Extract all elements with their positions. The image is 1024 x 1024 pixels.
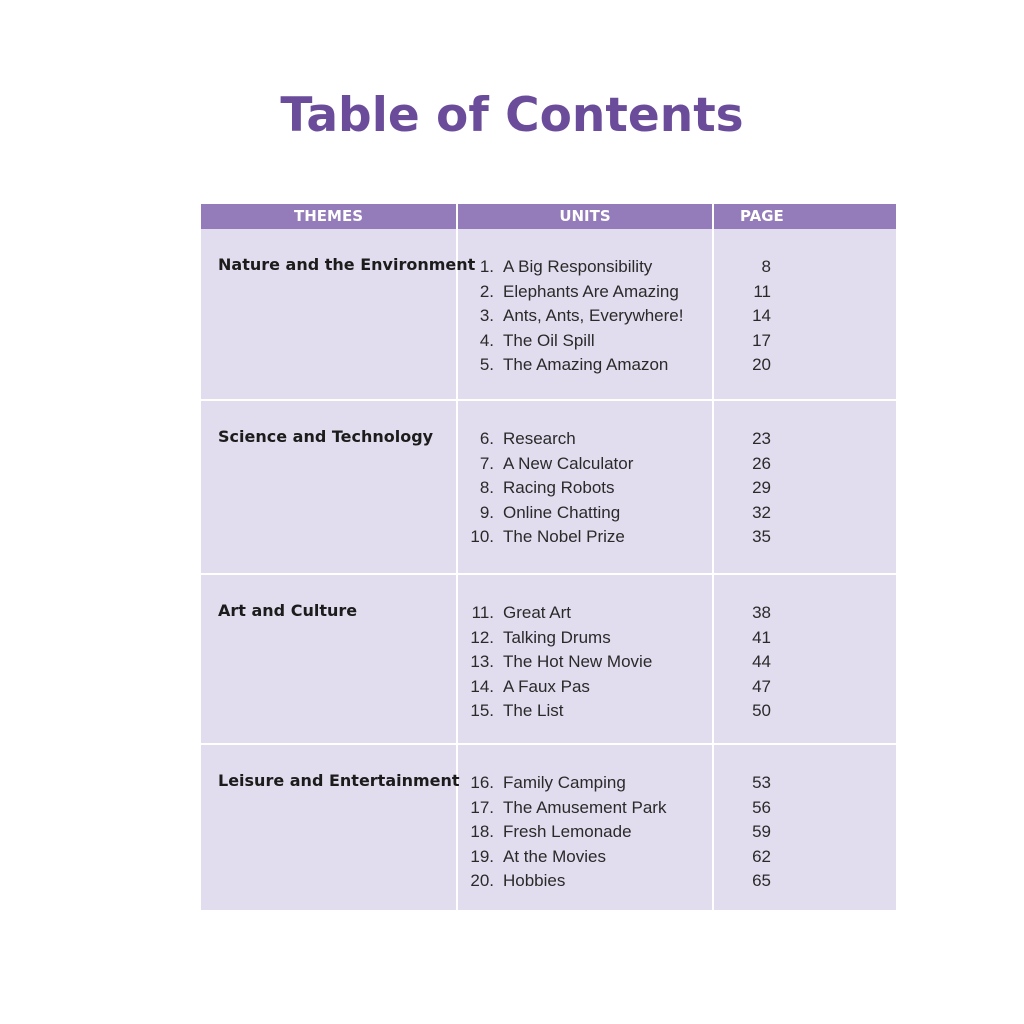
unit-title: The Amazing Amazon [503, 355, 669, 374]
contents-table [201, 204, 896, 910]
unit-number: 14. [470, 676, 494, 696]
unit-item[interactable] [458, 820, 712, 845]
page-number: 41 [752, 627, 771, 647]
unit-number: 18. [470, 822, 494, 841]
unit-title: The Nobel Prize [503, 527, 625, 546]
unit-item[interactable] [458, 650, 712, 675]
pages-list [714, 229, 896, 399]
page-title: Table of Contents [280, 88, 744, 143]
unit-number: 12. [470, 627, 494, 647]
unit-item[interactable] [458, 280, 712, 305]
unit-number: 8. [479, 478, 494, 497]
page-number: 26 [752, 453, 771, 473]
unit-title: The Oil Spill [503, 330, 595, 350]
unit-number: 17. [470, 797, 494, 817]
unit-item[interactable] [458, 353, 712, 378]
theme-name: Science and Technology [201, 401, 458, 573]
theme-section [201, 743, 896, 910]
unit-item[interactable] [458, 869, 712, 894]
page-number: 65 [752, 871, 771, 890]
unit-number: 7. [479, 453, 494, 473]
page-number: 20 [752, 355, 771, 374]
unit-number: 9. [479, 502, 494, 522]
page-number: 59 [752, 822, 771, 841]
units-list [458, 229, 714, 399]
page-number: 35 [752, 527, 771, 546]
page-number: 23 [752, 429, 771, 448]
unit-number: 20. [470, 871, 494, 890]
unit-item[interactable] [458, 601, 712, 626]
unit-title: Online Chatting [503, 502, 621, 522]
header-page: PAGE [740, 207, 784, 225]
theme-name: Art and Culture [201, 575, 458, 743]
header-themes: THEMES [201, 204, 458, 229]
unit-title: The Hot New Movie [503, 652, 653, 671]
unit-item[interactable] [458, 771, 712, 796]
page-number: 50 [752, 701, 771, 720]
unit-number: 4. [479, 330, 494, 350]
page-number: 8 [761, 257, 771, 276]
unit-item[interactable] [458, 525, 712, 550]
unit-item[interactable] [458, 304, 712, 329]
page-number: 29 [752, 478, 771, 497]
unit-title: At the Movies [503, 846, 606, 866]
unit-item[interactable] [458, 427, 712, 452]
unit-title: Elephants Are Amazing [503, 281, 679, 301]
pages-list [714, 401, 896, 573]
page-number: 32 [752, 502, 771, 522]
unit-number: 2. [479, 281, 494, 301]
unit-number: 15. [470, 701, 494, 720]
page-number: 62 [752, 846, 771, 866]
units-list [458, 745, 714, 910]
unit-item[interactable] [458, 255, 712, 280]
unit-item[interactable] [458, 501, 712, 526]
page-number: 53 [752, 773, 771, 792]
unit-number: 11. [471, 603, 494, 622]
units-list [458, 575, 714, 743]
unit-item[interactable] [458, 626, 712, 651]
page-number: 44 [752, 652, 771, 671]
unit-title: A New Calculator [503, 453, 634, 473]
unit-title: Great Art [503, 603, 572, 622]
theme-section [201, 229, 896, 399]
unit-title: The List [503, 701, 564, 720]
unit-item[interactable] [458, 796, 712, 821]
unit-title: Hobbies [503, 871, 566, 890]
theme-name: Leisure and Entertainment [201, 745, 458, 910]
theme-section [201, 573, 896, 743]
unit-title: Racing Robots [503, 478, 615, 497]
unit-number: 19. [470, 846, 494, 866]
units-list [458, 401, 714, 573]
unit-title: Family Camping [503, 773, 626, 792]
unit-number: 1. [479, 257, 494, 276]
theme-name: Nature and the Environment [201, 229, 458, 399]
page-number: 14 [752, 306, 771, 325]
unit-item[interactable] [458, 452, 712, 477]
pages-list [714, 745, 896, 910]
page-number: 17 [752, 330, 771, 350]
unit-number: 13. [470, 652, 494, 671]
pages-list [714, 575, 896, 743]
unit-number: 3. [479, 306, 494, 325]
table-header [201, 204, 896, 229]
unit-title: Fresh Lemonade [503, 822, 632, 841]
unit-number: 16. [470, 773, 494, 792]
unit-title: A Faux Pas [503, 676, 590, 696]
unit-number: 10. [470, 527, 494, 546]
unit-number: 6. [479, 429, 494, 448]
unit-item[interactable] [458, 476, 712, 501]
page-number: 11 [753, 281, 771, 301]
unit-item[interactable] [458, 845, 712, 870]
unit-item[interactable] [458, 675, 712, 700]
header-units: UNITS [458, 204, 714, 229]
page-number: 38 [752, 603, 771, 622]
unit-title: A Big Responsibility [503, 257, 653, 276]
unit-number: 5. [479, 355, 494, 374]
page-number: 56 [752, 797, 771, 817]
unit-item[interactable] [458, 699, 712, 724]
page-number: 47 [752, 676, 771, 696]
unit-item[interactable] [458, 329, 712, 354]
unit-title: The Amusement Park [503, 797, 667, 817]
unit-title: Talking Drums [503, 627, 611, 647]
theme-section [201, 399, 896, 573]
unit-title: Research [503, 429, 576, 448]
unit-title: Ants, Ants, Everywhere! [503, 306, 684, 325]
